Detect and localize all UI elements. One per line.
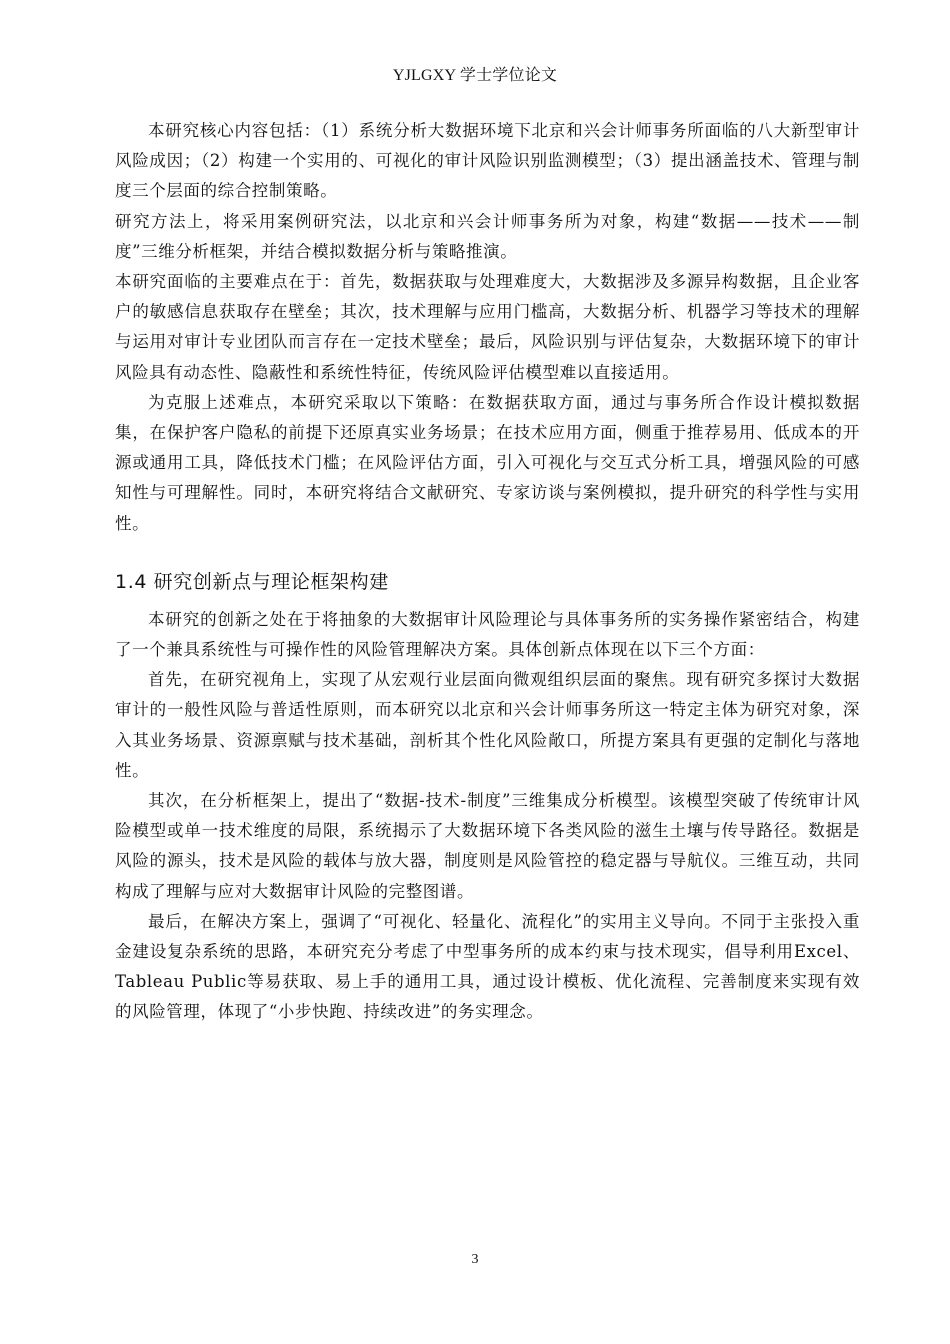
paragraph-core-content: 本研究核心内容包括：（1）系统分析大数据环境下北京和兴会计师事务所面临的八大新型审计风险成因；（2）构建一个实用的、可视化的审计风险识别监测模型；（3）提出涵盖技术、管理与制度三个层面的综合控制策略。 (115, 121, 860, 201)
paragraph-strategies: 为克服上述难点，本研究采取以下策略：在数据获取方面，通过与事务所合作设计模拟数据集，在保护客户隐私的前提下还原真实业务场景；在技术应用方面，侧重于推荐易用、低成本的开源或通用工具，降低技术门槛；在风险评估方面，引入可视化与交互式分析工具，增强风险的可感知性与可理解性。同时，本研究将结合文献研究、专家访谈与案例模拟，提升研究的科学性与实用性。 (115, 392, 860, 533)
paragraph-difficulties: 本研究面临的主要难点在于：首先，数据获取与处理难度大，大数据涉及多源异构数据，且企业客户的敏感信息获取存在壁垒；其次，技术理解与应用门槛高，大数据分析、机器学习等技术的理解与运用对审计专业团队而言存在一定技术壁垒；最后，风险识别与评估复杂，大数据环境下的审计风险具有动态性、隐蔽性和系统性特征，传统风险评估模型难以直接适用。 (115, 272, 860, 382)
body-text (115, 116, 860, 1028)
section-heading: 1.4 研究创新点与理论框架构建 (115, 570, 389, 593)
page-number: 3 (471, 1252, 479, 1267)
paragraph-innovation-solution: 最后，在解决方案上，强调了“可视化、轻量化、流程化”的实用主义导向。不同于主张投入重金建设复杂系统的思路，本研究充分考虑了中型事务所的成本约束与技术现实，倡导利用Excel、Tableau Public等易获取、易上手的通用工具，通过设计模板、优化流程、完善制度来实现有效的风险管理，体现了“小步快跑、持续改进”的务实理念。 (115, 911, 860, 1022)
paragraph-innovation-framework: 其次，在分析框架上，提出了“数据-技术-制度”三维集成分析模型。该模型突破了传统审计风险模型或单一技术维度的局限，系统揭示了大数据环境下各类风险的滋生土壤与传导路径。数据是风险的源头，技术是风险的载体与放大器，制度则是风险管控的稳定器与导航仪。三维互动，共同构成了理解与应对大数据审计风险的完整图谱。 (115, 791, 860, 901)
paragraph-innovation-intro: 本研究的创新之处在于将抽象的大数据审计风险理论与具体事务所的实务操作紧密结合，构建了一个兼具系统性与可操作性的风险管理解决方案。具体创新点体现在以下三个方面： (115, 609, 860, 660)
paragraph-research-method: 研究方法上，将采用案例研究法，以北京和兴会计师事务所为对象，构建“数据——技术——制度”三维分析框架，并结合模拟数据分析与策略推演。 (115, 211, 860, 261)
paragraph-innovation-perspective: 首先，在研究视角上，实现了从宏观行业层面向微观组织层面的聚焦。现有研究多探讨大数据审计的一般性风险与普适性原则，而本研究以北京和兴会计师事务所这一特定主体为研究对象，深入其业务场景、资源禀赋与技术基础，剖析其个性化风险敞口，所提方案具有更强的定制化与落地性。 (115, 670, 860, 780)
running-header: YJLGXY 学士学位论文 (392, 67, 558, 84)
